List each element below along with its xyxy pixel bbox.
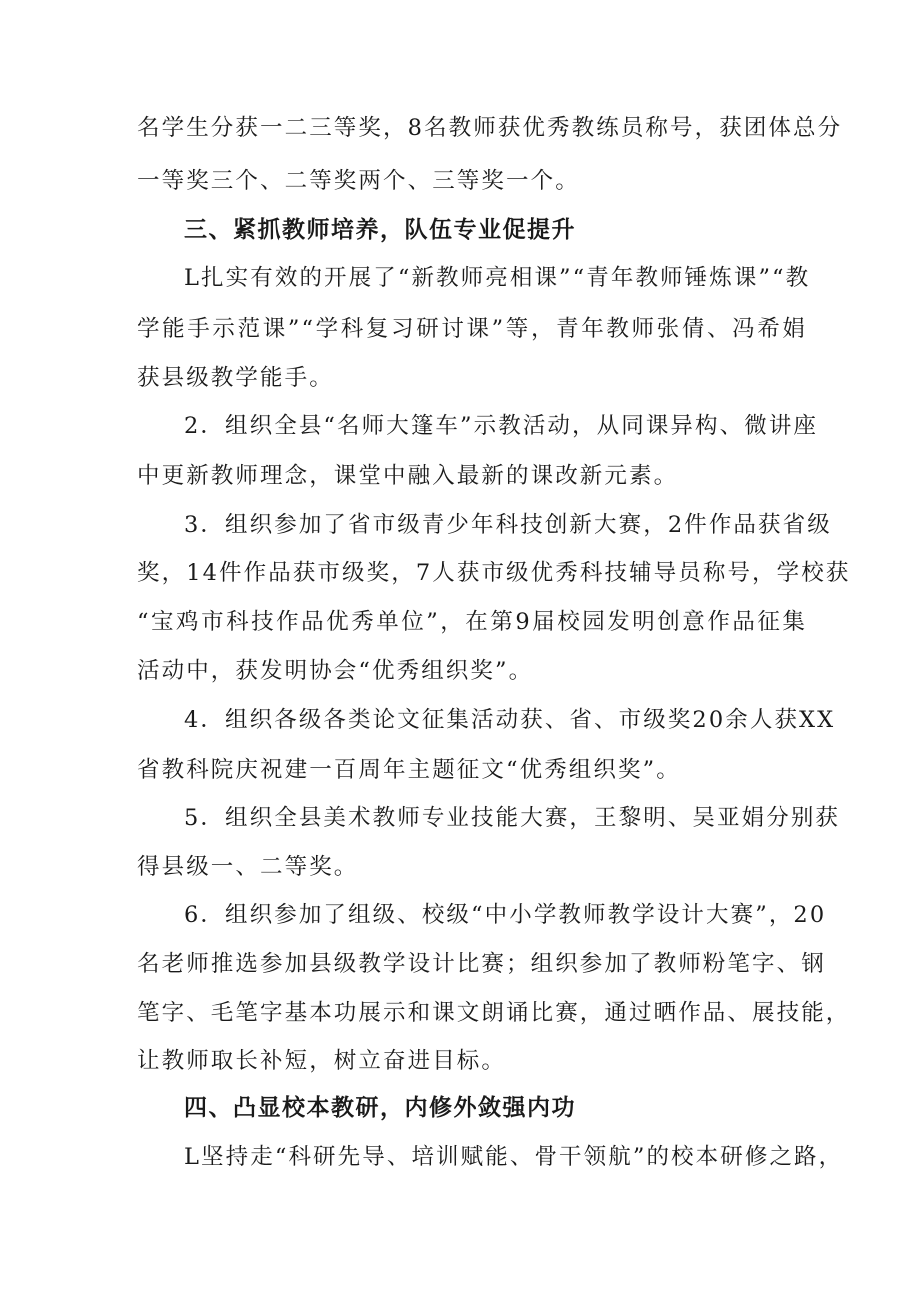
paragraph-line: 省教科院庆祝建一百周年主题征文“优秀组织奖”。 (137, 757, 681, 783)
paragraph-line: 3．组织参加了省市级青少年科技创新大赛，2件作品获省级 (184, 512, 832, 538)
paragraph-line: 活动中，获发明协会“优秀组织奖”。 (137, 658, 534, 684)
section-heading-3: 三、紧抓教师培养，队伍专业促提升 (184, 217, 576, 243)
paragraph-line: 得县级一、二等奖。 (137, 854, 359, 880)
section-heading-4: 四、凸显校本教研，内修外敛强内功 (184, 1095, 576, 1121)
paragraph-line: L扎实有效的开展了“新教师亮相课”“青年教师锤炼课”“教 (184, 265, 811, 291)
paragraph-line: L坚持走“科研先导、培训赋能、骨干领航”的校本研修之路， (184, 1144, 844, 1170)
paragraph-line: 一等奖三个、二等奖两个、三等奖一个。 (137, 168, 580, 194)
paragraph-line: 6．组织参加了组级、校级“中小学教师教学设计大赛”，20 (184, 902, 827, 928)
paragraph-line: 中更新教师理念，课堂中融入最新的课改新元素。 (137, 463, 679, 489)
paragraph-line: 4．组织各级各类论文征集活动获、省、市级奖20余人获XX (184, 707, 836, 733)
paragraph-line: 学能手示范课”“学科复习研讨课”等，青年教师张倩、冯希娟 (137, 316, 807, 342)
paragraph-line: 名学生分获一二三等奖，8名教师获优秀教练员称号，获团体总分 (137, 115, 843, 141)
paragraph-line: 名老师推选参加县级教学设计比赛；组织参加了教师粉笔字、钢 (137, 951, 826, 977)
paragraph-line: 5．组织全县美术教师专业技能大赛，王黎明、吴亚娟分别获 (184, 805, 841, 831)
paragraph-line: 获县级教学能手。 (137, 365, 334, 391)
paragraph-line: 奖，14件作品获市级奖，7人获市级优秀科技辅导员称号，学校获 (137, 560, 851, 586)
paragraph-line: 笔字、毛笔字基本功展示和课文朗诵比赛，通过晒作品、展技能， (137, 1000, 851, 1026)
paragraph-line: “宝鸡市科技作品优秀单位”，在第9届校园发明创意作品征集 (137, 609, 807, 635)
paragraph-line: 让教师取长补短，树立奋进目标。 (137, 1048, 507, 1074)
paragraph-line: 2．组织全县“名师大篷车”示教活动，从同课异构、微讲座 (184, 413, 819, 439)
